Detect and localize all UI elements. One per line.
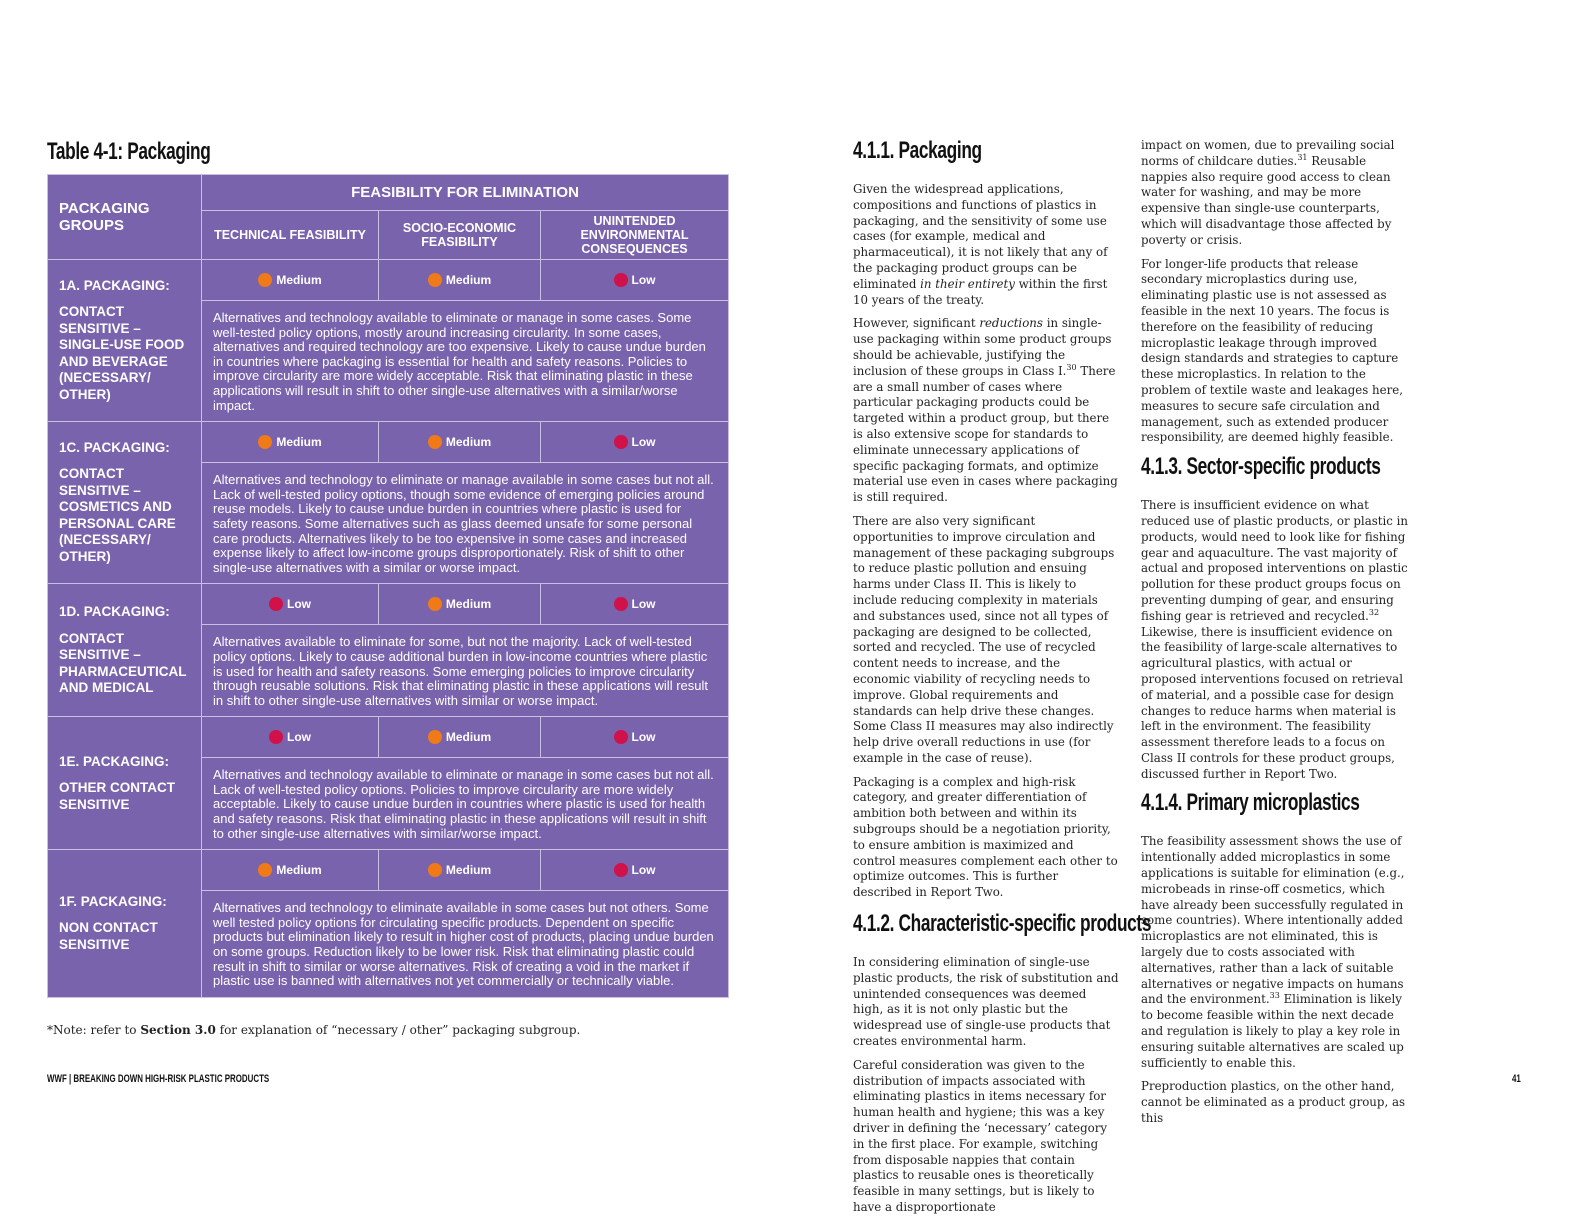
paragraph: Packaging is a complex and high-risk category, and greater differentiation of ambition both between and within its subgroups should be a negotiation priority, to ensure ambition is maximized and control measures complement each other to optimize outcomes. This is further described in Report Two. [853, 774, 1118, 900]
paragraph: However, significant reductions in single-use packaging within some product groups should be achievable, justifying the inclusion of these groups in Class I.$^{30}$ There are a small number of cases where particular packaging products could be targeted within a product group, but there is also extensive scope for standards to eliminate unnecessary applications of specific packaging formats, and optimize material use even in cases where packaging is still required. [853, 316, 1118, 505]
middle-column [853, 137, 1152, 1224]
low-indicator-icon [614, 863, 628, 877]
group-code: 1E. PACKAGING: [59, 753, 170, 769]
group-code: 1A. PACKAGING: [59, 277, 170, 293]
feasibility-header: FEASIBILITY FOR ELIMINATION [202, 175, 729, 211]
socio-economic-rating [379, 422, 541, 463]
socio-economic-rating [379, 717, 541, 758]
group-label [48, 584, 202, 717]
paragraph: impact on women, due to prevailing social norms of childcare duties.$^{31}$ Reusable nappies also require good access to clean water for washing, and may be more expensive than single-use counterparts, which will disadvantage those affected by poverty or crisis. [1141, 138, 1395, 247]
paragraph: For longer-life products that release secondary microplastics during use, eliminating plastic use is not assessed as feasible in the next 10 years. The focus is therefore on the feasibility of reducing microplastic leakage through improved design standards and strategies to capture these microplastics. In relation to the problem of textile waste and leakages here, measures to secure safe circulation and management, such as extended producer responsibility, are deemed highly feasible. [1141, 256, 1403, 445]
paragraph: Given the widespread applications, compositions and functions of plastics in packaging, and the sensitivity of some use cases (for example, medical and pharmaceutical), it is not likely that any of the packaging product groups can be eliminated in their entirety within the first 10 years of the treaty. [853, 182, 1108, 307]
rating-label: Medium [445, 597, 492, 612]
group-name: OTHER CONTACT SENSITIVE [59, 780, 175, 812]
environmental-rating [541, 850, 729, 891]
medium-indicator-icon [428, 730, 442, 744]
environmental-rating [541, 717, 729, 758]
page-number: 41 [1512, 1073, 1521, 1085]
group-name: CONTACT SENSITIVE – COSMETICS AND PERSONAL CARE (NECESSARY/ OTHER) [59, 466, 176, 564]
paragraph: There is insufficient evidence on what reduced use of plastic products, or plastic in products, would need to look like for fishing gear and aquaculture. The vast majority of actual and proposed interventions on plastic pollution for these product groups focus on preventing dumping of gear, and ensuring fishing gear is retrieved and recycled.$^{32}$ Likewise, there is insufficient evidence on the feasibility of large-scale alternatives to agricultural plastics, with actual or proposed interventions focused on retrieval of material, and a possible case for design changes to reduce harms when material is left in the environment. The feasibility assessment therefore leads to a focus on Class II controls for these product groups, discussed further in Report Two. [1141, 498, 1409, 781]
low-indicator-icon [614, 730, 628, 744]
table-row [48, 422, 729, 463]
low-indicator-icon [614, 435, 628, 449]
group-description: Alternatives and technology to eliminate available in some cases but not others. Some well tested policy options for circulating specific products. Dependent on specific products but elimination likely to result in higher cost of products, placing undue burden on some groups. Reduction likely to be lower risk. Risk that eliminating plastic could result in shift to similar or worse alternatives. Risk of creating a void in the market if plastic use is banned with alternatives not yet commercially or technically viable. [202, 891, 729, 998]
table-row [48, 850, 729, 891]
environmental-rating [541, 260, 729, 301]
medium-indicator-icon [258, 863, 272, 877]
rating-label: Medium [276, 273, 322, 287]
group-label [48, 260, 202, 422]
rating-label: Low [631, 597, 656, 612]
low-indicator-icon [269, 597, 283, 611]
table-row [48, 260, 729, 301]
socio-economic-rating [379, 850, 541, 891]
group-label [48, 422, 202, 584]
socio-economic-rating [379, 260, 541, 301]
rating-label: Low [631, 435, 656, 450]
low-indicator-icon [614, 597, 628, 611]
rating-label: Low [287, 597, 311, 612]
rating-label: Medium [445, 863, 492, 878]
section-reference: Section 3.0 [140, 1023, 216, 1037]
rating-label: Medium [445, 730, 492, 745]
group-code: 1C. PACKAGING: [59, 439, 170, 455]
group-label [48, 850, 202, 998]
paragraph: Careful consideration was given to the distribution of impacts associated with eliminating plastics in items necessary for human health and hygiene; this was a key driver in defining the ‘necessary’ category in the first place. For example, switching from disposable nappies that contain plastics to reusable ones is theoretically feasible in many settings, but is likely to have a disproportionate [853, 1057, 1108, 1215]
heading-4-1-4: 4.1.4. Primary microplastics [1141, 789, 1360, 817]
environmental-rating [541, 422, 729, 463]
technical-rating [202, 717, 379, 758]
rating-label: Low [631, 730, 656, 745]
rating-label: Medium [445, 273, 492, 287]
groups-header: PACKAGING GROUPS [48, 175, 202, 260]
medium-indicator-icon [258, 273, 272, 287]
group-name: CONTACT SENSITIVE – SINGLE-USE FOOD AND BEVERAGE (NECESSARY/ OTHER) [59, 304, 185, 402]
technical-rating [202, 260, 379, 301]
rating-label: Medium [445, 435, 492, 450]
right-column [1141, 138, 1409, 1135]
paragraph: There are also very significant opportunities to improve circulation and management of these packaging subgroups to reduce plastic pollution and ensuing harms under Class II. This is likely to include reducing complexity in materials and substances used, since not all types of packaging are designed to be collected, sorted and recycled. The use of recycled content needs to increase, and the economic viability of recycling needs to improve. Global requirements and standards can help drive these changes. Some Class II measures may also indirectly help drive overall reductions in use (for example in the case of reuse). [853, 513, 1115, 765]
socio-economic-header: SOCIO-ECONOMIC FEASIBILITY [379, 211, 541, 260]
technical-rating [202, 850, 379, 891]
technical-rating [202, 584, 379, 625]
group-description: Alternatives and technology available to eliminate or manage in some cases. Some well-tested policy options, mostly around increasing circularity. In some cases, alternatives and required technology are too expensive. Likely to cause undue burden in countries where packaging is essential for health and safety reasons. Policies to improve circularity are more widely acceptable. Risk that eliminating plastic in these applications will result in shift to other single-use alternatives with a similar/worse impact. [202, 301, 729, 422]
technical-header: TECHNICAL FEASIBILITY [202, 211, 379, 260]
group-description: Alternatives and technology to eliminate or manage available in some cases but not all. Lack of well-tested policy options, though some evidence of emerging policies around reuse models. Likely to cause undue burden in countries where plastic is used for safety reasons. Some alternatives such as glass deemed unsafe for some personal care products. Alternatives likely to be too expensive in some cases and increased expense likely to affect low-income groups disproportionately. Risk of shift to other single-use alternatives with a similar or worse impact. [202, 463, 729, 584]
paragraph: The feasibility assessment shows the use of intentionally added microplastics in some applications is suitable for elimination (e.g., microbeads in rinse-off cosmetics, which have already been successfully regulated in some countries). Where intentionally added microplastics are not eliminated, this is largely due to costs associated with alternatives, rather than a lack of suitable alternatives or negative impacts on humans and the environment.$^{33}$ Elimination is likely to become feasible within the next decade and regulation is likely to play a key role in ensuring suitable alternatives are scaled up sufficiently to enable this. [1141, 834, 1405, 1070]
group-name: CONTACT SENSITIVE – PHARMACEUTICAL AND MEDICAL [59, 630, 187, 696]
group-label [48, 717, 202, 850]
medium-indicator-icon [428, 863, 442, 877]
socio-economic-rating [379, 584, 541, 625]
group-code: 1F. PACKAGING: [59, 893, 167, 909]
group-description: Alternatives available to eliminate for some, but not the majority. Lack of well-tested policy options. Likely to cause additional burden in low-income countries where plastic is used for health and safety reasons. Some emerging policies to improve circularity through reusable solutions. Risk that eliminating plastic in these applications will result in shift to other single-use alternatives with similar or worse impact. [202, 625, 729, 717]
environmental-rating [541, 584, 729, 625]
footer-title: WWF | BREAKING DOWN HIGH-RISK PLASTIC PRODUCTS [47, 1073, 270, 1085]
rating-label: Low [287, 730, 311, 745]
group-name: NON CONTACT SENSITIVE [59, 920, 158, 952]
table-row [48, 584, 729, 625]
technical-rating [202, 422, 379, 463]
paragraph: Preproduction plastics, on the other hand, cannot be eliminated as a product group, as this [1141, 1079, 1406, 1126]
medium-indicator-icon [428, 435, 442, 449]
rating-label: Low [631, 863, 656, 878]
packaging-table [47, 174, 729, 998]
table-note: *Note: refer to Section 3.0 for explanation of “necessary / other” packaging subgroup. [47, 1023, 581, 1037]
heading-4-1-3: 4.1.3. Sector-specific products [1141, 453, 1381, 481]
rating-label: Medium [276, 863, 322, 878]
medium-indicator-icon [428, 273, 442, 287]
rating-label: Medium [276, 435, 322, 450]
group-code: 1D. PACKAGING: [59, 604, 170, 620]
group-description: Alternatives and technology available to eliminate or manage in some cases but not all. Lack of well-tested policy options. Policies to improve circularity are more widely acceptable. Likely to cause undue burden in countries where plastic is used for health and safety reasons. Risk that eliminating plastic in these applications will result in shift to other single-use alternatives with similar/worse impact. [202, 758, 729, 850]
low-indicator-icon [269, 730, 283, 744]
rating-label: Low [631, 273, 656, 287]
heading-4-1-2: 4.1.2. Characteristic-specific products [853, 910, 1152, 938]
low-indicator-icon [614, 273, 628, 287]
table-row [48, 717, 729, 758]
medium-indicator-icon [428, 597, 442, 611]
table-title: Table 4-1: Packaging [47, 138, 211, 165]
environmental-header: UNINTENDED ENVIRONMENTAL CONSEQUENCES [541, 211, 729, 260]
medium-indicator-icon [258, 435, 272, 449]
paragraph: In considering elimination of single-use plastic products, the risk of substitution and unintended consequences was deemed high, as it is not only plastic but the widespread use of single-use products that creates environmental harm. [853, 955, 1119, 1049]
heading-4-1-1: 4.1.1. Packaging [853, 137, 982, 164]
